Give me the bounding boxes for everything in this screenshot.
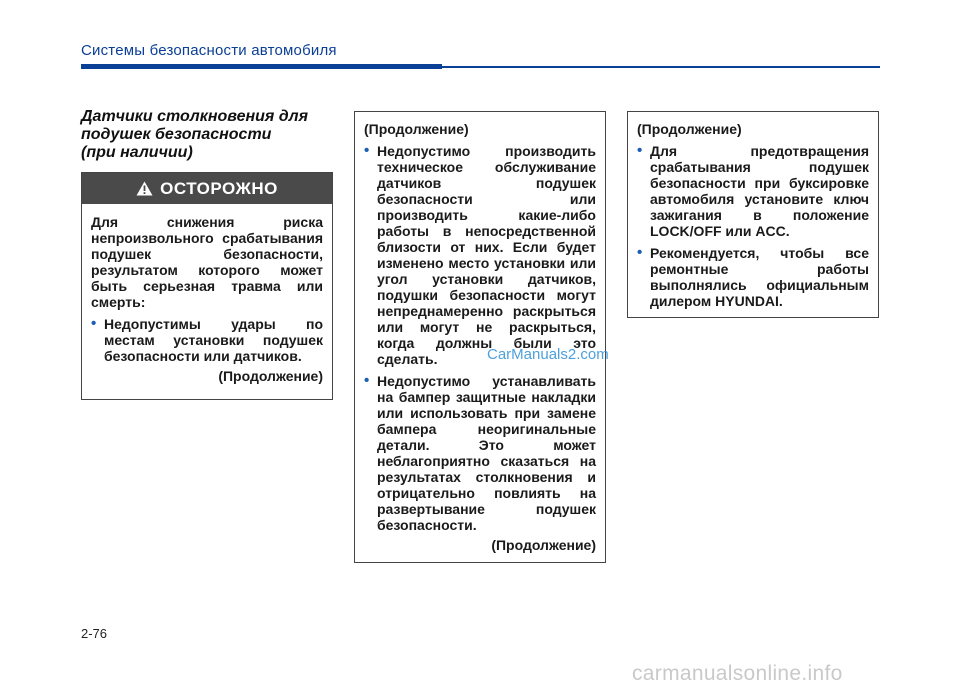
middle-continuation-box bbox=[354, 111, 606, 563]
page-number: 2-76 bbox=[81, 626, 108, 641]
middle-bullet-2: • Недопустимо устанавливать на бампер защитные накладки или использовать при замене бампера неоригинальные детали. Это может неблагоприятно сказаться на результатах столкновения и отрицательно повлиять на развертывание подушек безопасности. bbox=[364, 373, 596, 533]
warning-header bbox=[82, 173, 332, 204]
heading-line-3: (при наличии) bbox=[81, 144, 193, 161]
right-bullet-2: • Рекомендуется, чтобы все ремонтные работы выполнялись официальным дилером HYUNDAI. bbox=[637, 245, 869, 309]
right-continuation-box bbox=[627, 111, 879, 318]
warning-bullet: • Недопустимы удары по местам установки подушек безопасности или датчиков. bbox=[91, 316, 323, 364]
warning-box bbox=[81, 172, 333, 400]
warning-intro: Для снижения риска непроизвольного срабатывания подушек безопасности, результатом которого может быть серьезная травма или смерть: bbox=[91, 214, 323, 310]
section-heading bbox=[81, 108, 341, 162]
header-rule-thin bbox=[442, 66, 880, 68]
right-bullet-1: • Для предотвращения срабатывания подушек безопасности при буксировке автомобиля установите ключ зажигания в положение LOCK/OFF или ACC. bbox=[637, 143, 869, 239]
watermark: CarManuals2.com bbox=[487, 346, 609, 363]
heading-line-2: подушек безопасности bbox=[81, 126, 272, 143]
page-section-title: Системы безопасности автомобиля bbox=[81, 42, 337, 59]
footer-site-mark: carmanualsonline.info bbox=[632, 662, 843, 685]
header-rule-thick bbox=[81, 64, 442, 69]
continued-label-bottom: (Продолжение) bbox=[491, 537, 596, 553]
continued-label-top: (Продолжение) bbox=[637, 121, 742, 137]
continued-label-top: (Продолжение) bbox=[364, 121, 469, 137]
middle-bullet-1: • Недопустимо производить техническое обслуживание датчиков подушек безопасности или производить какие-либо работы в непосредственной близости от них. Если будет изменено место установки или угол установки датчиков, подушки безопасности могут непреднамеренно раскрыться или могут не раскрыться, когда должны были это сделать. bbox=[364, 143, 596, 367]
heading-line-1: Датчики столкновения для bbox=[81, 108, 309, 125]
continued-label: (Продолжение) bbox=[218, 368, 323, 384]
warning-header-label: ОСТОРОЖНО bbox=[160, 178, 278, 198]
warning-triangle-icon bbox=[136, 181, 153, 196]
